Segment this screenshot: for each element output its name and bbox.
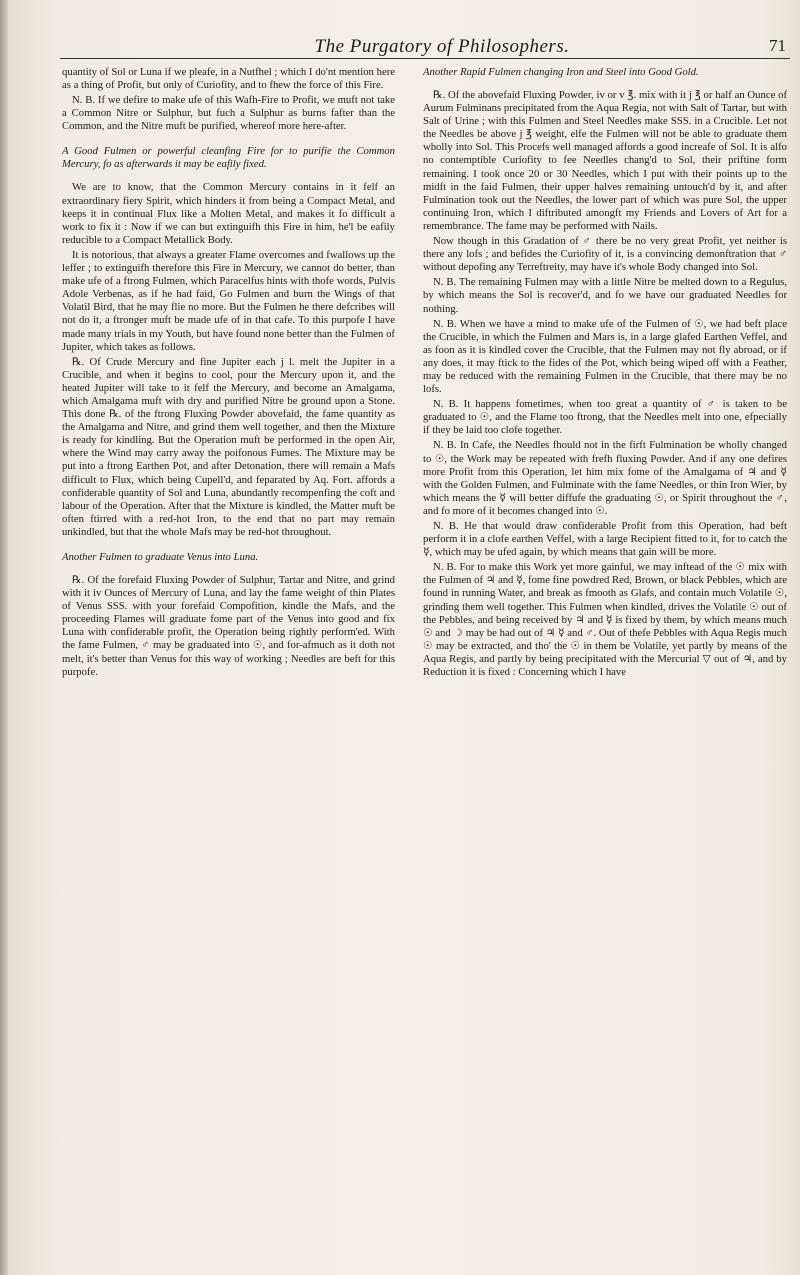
running-header — [60, 36, 790, 59]
section-heading: Another Fulmen to graduate Venus into Luna. — [62, 551, 259, 563]
paragraph: We are to know, that the Common Mercury contains in it felf an extraordinary fiery Spirit, which hinders it from being a Compact Metal, and keeps it in continual Flux like a Molten Metal, and makes it fo difficult a work to fix it : Now if we can but extinguifh this Fire in him, he'l be eafily reducible to a Compact Metallick Body. — [62, 181, 395, 246]
paragraph: Now though in this Gradation of ♂ there be no very great Profit, yet neither is there any lofs ; and befides the Curiofity of it, is a convincing demonftration that ♂ without depofing any Terreftreity, may have it's whole Body changed into Sol. — [423, 235, 787, 274]
paragraph: N. B. He that would draw confiderable Profit from this Operation, had beft perform it in a clofe earthen Veffel, with a large Recipient fitted to it, for to catch the ☿, which may be ufed again, by which means that gain will be more. — [423, 520, 787, 559]
left-column — [62, 66, 395, 681]
paragraph: ℞. Of Crude Mercury and fine Jupiter each j l. melt the Jupiter in a Crucible, and when it begins to cool, pour the Mercury upon it, and the heated Jupiter will take to it felf the Mercury, and become an Amalgama, which Amalgama muft with dry and purified Nitre be ground upon a Stone. This done ℞. of the ftrong Fluxing Powder abovefaid, the fame quantity as the Amalgama and Nitre, and grind them well together, and then the Mixture is ready for kindling. But the Operation muft be performed in the open Air, where the Wind may carry away the poifonous Fumes. The Mixture may be put into a ftrong Earthen Pot, and after Detonation, there will remain a Mafs difficult to Flux, which being Cupell'd, and feparated by Aq. Fort. affords a confiderable quantity of Sol and Luna, abundantly recompenfing the coft and labour of the Operation. After that the Mixture is kindled, the Matter muft be often ftirred with a red-hot Iron, to the end that no part may remain unkindled, but that the whole Mafs may be red-hot throughout. — [62, 355, 395, 538]
paragraph: ℞. Of the abovefaid Fluxing Powder, iv or v ℥. mix with it j ℥ or half an Ounce of Aurum Fulminans precipitated from the Aqua Regia, not with Salt of Tartar, but with Salt of Urine ; with this Fulmen and Steel Needles make SSS. in a Crucible. Let not the Needles be above j ℥ weight, elfe the Fulmen will not be able to graduate them wholly into Sol. This Procefs well managed affords a good increafe of Sol. It is alfo no contemptible Curiofity to fee Needles chang'd to Sol, their priftine form remaining. I took once 20 or 30 Needles, which I put with their points up to the midft in the faid Fulmen, their upper halves remaining untouch'd by it, and after Fulmination took out the Needles, the lower part of which was pure Sol, the upper continuing Iron, which I diftributed amongft my Friends and Lovers of Art for a remembrance. The fame may be performed with Nails. — [423, 89, 787, 232]
page-number: 71 — [769, 36, 786, 55]
paragraph: quantity of Sol or Luna if we pleafe, in a Nutfhel ; which I do'nt mention here as a thing of Profit, but only of Curiofity, and to fhew the force of this Fire. — [62, 66, 395, 92]
paragraph: N. B. If we defire to make ufe of this Wafh-Fire to Profit, we muft not take a Common Nitre or Sulphur, but fuch a Sulphur as burns fafter than the Common, and the Nitre muft be purified, whereof more here-after. — [62, 94, 395, 133]
section-heading: A Good Fulmen or powerful cleanfing Fire for to purifie the Common Mercury, fo as afterwards it may be eafily fixed. — [62, 145, 395, 171]
page-binding-edge — [0, 0, 8, 1275]
paragraph: N. B. The remaining Fulmen may with a little Nitre be melted down to a Regulus, by which means the Sol is recover'd, and fo we have our graduated Needles for nothing. — [423, 276, 787, 315]
paragraph: It is notorious, that always a greater Flame overcomes and fwallows up the leffer ; to extinguifh therefore this Fire in Mercury, we cannot do better, than make ufe of a ftrong Fulmen, which Paracelfus hints with thofe words, Pulvis Adole Verbenas, as if he had faid, Go Fulmen and burn the Wings of that Volatil Bird, that he may flie no more. But the Fulmen he there defcribes will not do it, a ftronger muft be made ufe of in that cafe. To this purpofe I have made many trials in my Youth, but have found none better than the Fulmen of Jupiter, which takes as follows. — [62, 248, 395, 353]
paragraph: N. B. For to make this Work yet more gainful, we may inftead of the ☉ mix with the Fulmen of ♃ and ☿, fome fine powdred Red, Brown, or black Pebbles, which are found in running Water, and break as fmooth as Glafs, and contain much Volatile ☉, grinding them well together. This Fulmen when kindled, drives the Volatile ☉ out of the Pebbles, and being received by ♃ and ☿ is fixed by them, by which means much ☉ and ☽ may be had out of ♃ ☿ and ♂. Out of thefe Pebbles with Aqua Regis much ☉ may be extracted, and tho' the ☉ in them be Volatile, yet partly by means of the Aqua Regis, and partly by being precipitated with the Mercurial ▽ out of ♃, and by Reduction it is fixed : Concerning which I have — [423, 561, 787, 679]
page-title: The Purgatory of Philosophers. — [314, 36, 570, 57]
paragraph: N. B. It happens fometimes, when too great a quantity of ♂ is taken to be graduated to ☉, and the Flame too ftrong, that the Needles melt into one, efpecially if they be laid too clofe together. — [423, 398, 787, 437]
paragraph: ℞. Of the forefaid Fluxing Powder of Sulphur, Tartar and Nitre, and grind with it iv Ounces of Mercury of Luna, and lay the fame weight of thin Plates of Venus SSS. with your forefaid Compofition, kindle the Mafs, and the proceeding Flames will graduate fome part of the Venus into good and fix Luna with confiderable profit, the Operation being rightly perform'ed. With the fame Fulmen, ♂ may be graduated into ☉, and for-afmuch as it doth not melt, it's better than Venus for this way of working ; Needles are beft for this purpofe. — [62, 574, 395, 678]
paragraph: N. B. When we have a mind to make ufe of the Fulmen of ☉, we had beft place the Crucible, in which the Fulmen and Mars is, in a large glafed Earthen Veffel, and as foon as it is kindled cover the Crucible, that the Fulmen may not fly abroad, or if any does, it may ftick to the fides of the Pot, which being wiped off with a Feather, may be reduced with the remaining Fulmen in the Crucible, that there may be no lofs. — [423, 317, 787, 396]
right-column — [423, 66, 787, 681]
paragraph: N. B. In Cafe, the Needles fhould not in the firft Fulmination be wholly changed to ☉, the Work may be repeated with frefh fluxing Powder. And if any one defires more Profit from this Operation, let him mix fome of the Amalgama of ♃ and ☿ with the Golden Fulmen, and Fulminate with the fame Needles, or thin Iron Wier, by which means the ☿ will better diffufe the graduating ☉, or Spirit throughout the ♂, and fo more of it becomes changed into ☉. — [423, 439, 787, 517]
section-heading: Another Rapid Fulmen changing Iron and Steel into Good Gold. — [423, 66, 699, 78]
